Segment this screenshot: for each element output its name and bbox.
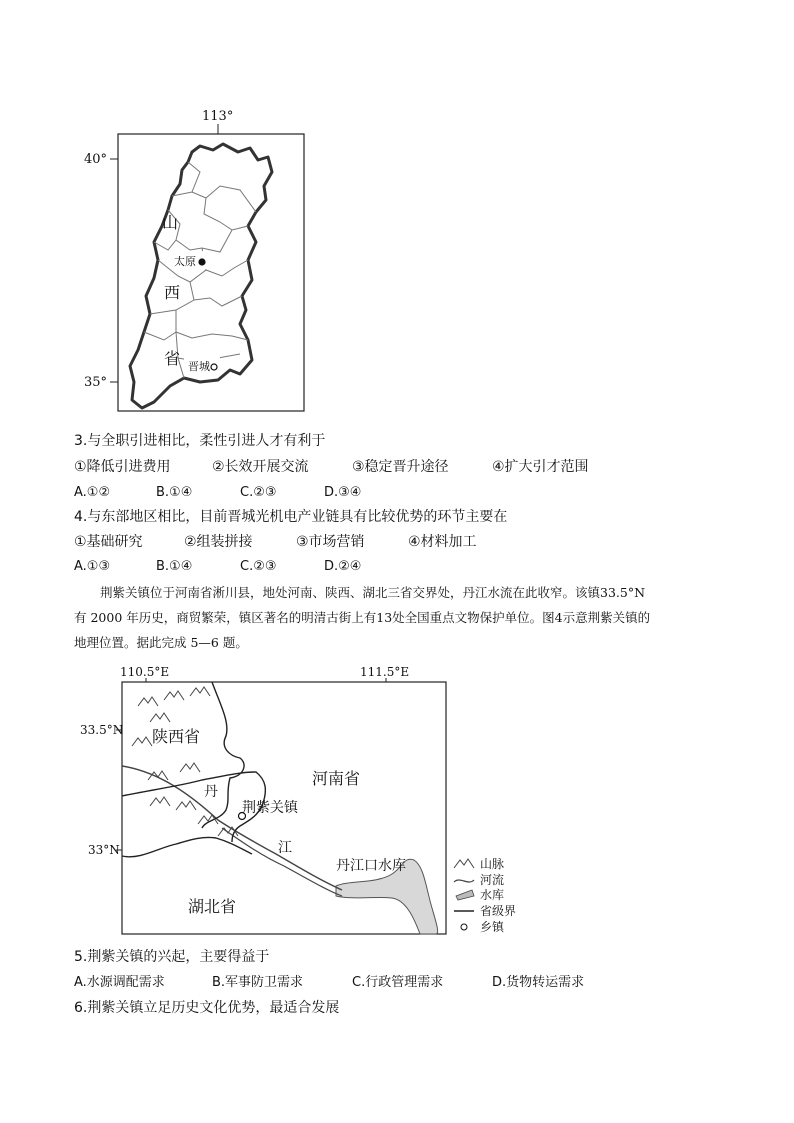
q3-item-3: ③稳定晋升途径	[352, 459, 449, 475]
q4-item-4: ④材料加工	[408, 534, 477, 550]
legend-mountain-icon	[454, 859, 474, 868]
dan-river-bank	[222, 828, 342, 896]
passage-line-1: 荆紫关镇位于河南省淅川县，地处河南、陕西、湖北三省交界处，丹江水流在此收窄。该镇33.5°N	[100, 585, 646, 600]
henan-label: 河南省	[312, 769, 361, 788]
passage-line-3: 地理位置。据此完成 5—6 题。	[74, 635, 248, 650]
question-6-stem: 6.荆紫关镇立足历史文化优势，最适合发展	[74, 1000, 340, 1016]
question-5-stem: 5.荆紫关镇的兴起，主要得益于	[74, 949, 270, 965]
q4-item-2: ②组装拼接	[184, 534, 253, 550]
q5-option-b: B.军事防卫需求	[212, 975, 304, 990]
shaanxi-label: 陕西省	[152, 727, 201, 746]
province-char-shan: 山	[162, 213, 179, 232]
q3-option-c: C.②③	[240, 485, 277, 500]
q5-option-d: D.货物转运需求	[492, 975, 585, 990]
q3-option-a: A.①②	[74, 485, 111, 500]
shanxi-map	[80, 100, 320, 420]
q3-option-d: D.③④	[324, 485, 362, 500]
taiyuan-label: 太原	[174, 255, 196, 268]
q5-option-c: C.行政管理需求	[352, 975, 444, 990]
legend-reservoir: 水库	[480, 888, 505, 902]
question-3-stem: 3.与全职引进相比，柔性引进人才有利于	[74, 433, 326, 449]
longitude-label: 113°	[202, 109, 234, 124]
lon-111-5-label: 111.5°E	[360, 665, 410, 679]
latitude-40-label: 40°	[84, 152, 108, 167]
lon-110-5-label: 110.5°E	[120, 665, 170, 679]
province-char-sheng: 省	[164, 349, 181, 368]
latitude-35-label: 35°	[84, 375, 108, 390]
map-legend	[454, 857, 516, 934]
passage	[74, 580, 724, 655]
legend-river-icon	[454, 880, 474, 882]
legend-town-icon	[461, 924, 467, 930]
jincheng-dot	[211, 364, 217, 370]
taiyuan-dot	[198, 258, 205, 265]
province-char-xi: 西	[164, 283, 181, 302]
dan-char: 丹	[204, 784, 218, 800]
jincheng-label: 晋城	[188, 360, 210, 373]
dan-river	[122, 766, 342, 890]
passage-line-2: 有 2000 年历史，商贸繁荣，镇区著名的明清古街上有13处全国重点文物保护单位。图4示意荆紫关镇的	[74, 610, 651, 625]
question-4-stem: 4.与东部地区相比，目前晋城光机电产业链具有比较优势的环节主要在	[74, 509, 508, 525]
q3-item-1: ①降低引进费用	[74, 459, 171, 475]
q3-option-b: B.①④	[156, 485, 193, 500]
county-boundaries	[144, 162, 256, 378]
legend-boundary: 省级界	[480, 904, 517, 918]
jingziguan-map	[80, 660, 530, 940]
jingziguan-town-label: 荆紫关镇	[242, 800, 298, 816]
q4-option-a: A.①③	[74, 559, 111, 574]
q4-option-d: D.②④	[324, 559, 362, 574]
q4-option-c: C.②③	[240, 559, 277, 574]
q3-item-2: ②长效开展交流	[212, 459, 309, 475]
q4-item-1: ①基础研究	[74, 534, 143, 550]
legend-mountain: 山脉	[480, 857, 505, 871]
jiang-char: 江	[278, 840, 292, 856]
danjiangkou-label: 丹江口水库	[336, 858, 406, 874]
q4-item-3: ③市场营销	[296, 534, 365, 550]
lat-33-label: 33°N	[88, 843, 120, 857]
legend-reservoir-icon	[456, 890, 474, 900]
legend-river: 河流	[480, 873, 505, 887]
lat-33-5-label: 33.5°N	[80, 723, 124, 737]
q5-option-a: A.水源调配需求	[74, 975, 165, 990]
hubei-label: 湖北省	[188, 897, 237, 916]
legend-town: 乡镇	[480, 920, 505, 934]
q3-item-4: ④扩大引才范围	[492, 459, 589, 475]
q4-option-b: B.①④	[156, 559, 193, 574]
